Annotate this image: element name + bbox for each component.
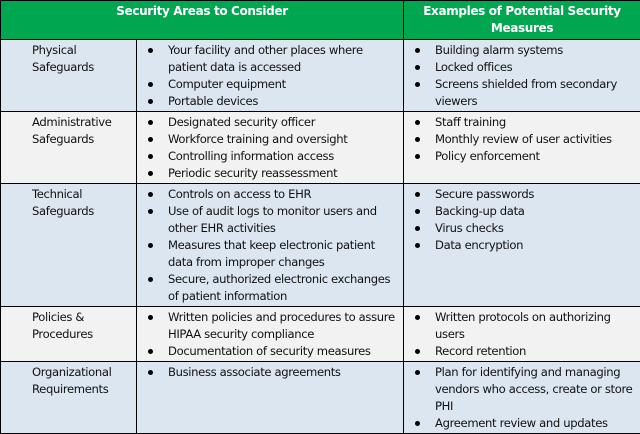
examples-cell — [404, 362, 640, 434]
list-item: Designated security officer — [137, 114, 403, 131]
list-item: Staff training — [404, 114, 640, 131]
table-row — [1, 112, 640, 184]
considerations-cell — [137, 184, 404, 307]
examples-cell — [404, 112, 640, 184]
list-item: Periodic security reassessment — [137, 165, 403, 182]
list-item: Controls on access to EHR — [137, 186, 403, 203]
header-row — [1, 1, 640, 40]
list-item: Computer equipment — [137, 76, 403, 93]
list-item: Data encryption — [404, 237, 640, 254]
security-area: Technical Safeguards — [1, 184, 137, 307]
list-item: Monthly review of user activities — [404, 131, 640, 148]
table-row — [1, 362, 640, 434]
list-item: Locked offices — [404, 59, 640, 76]
considerations-cell — [137, 40, 404, 112]
list-item: Your facility and other places where patient data is accessed — [137, 42, 403, 76]
list-item: Measures that keep electronic patient data from improper changes — [137, 237, 403, 271]
list-item: Secure, authorized electronic exchanges of patient information — [137, 271, 403, 305]
header-examples: Examples of Potential Security Measures — [404, 1, 640, 40]
security-area: Organizational Requirements — [1, 362, 137, 434]
security-area: Policies & Procedures — [1, 307, 137, 362]
considerations-cell — [137, 112, 404, 184]
table-row — [1, 184, 640, 307]
examples-cell — [404, 307, 640, 362]
list-item: Business associate agreements — [137, 364, 403, 381]
list-item: Agreement review and updates — [404, 415, 640, 432]
considerations-cell — [137, 307, 404, 362]
list-item: Written policies and procedures to assure HIPAA security compliance — [137, 309, 403, 343]
list-item: Documentation of security measures — [137, 343, 403, 360]
list-item: Screens shielded from secondary viewers — [404, 76, 640, 110]
list-item: Controlling information access — [137, 148, 403, 165]
header-security-areas: Security Areas to Consider — [1, 1, 404, 40]
list-item: Virus checks — [404, 220, 640, 237]
considerations-cell — [137, 362, 404, 434]
list-item: Record retention — [404, 343, 640, 360]
security-area: Administrative Safeguards — [1, 112, 137, 184]
list-item: Use of audit logs to monitor users and other EHR activities — [137, 203, 403, 237]
list-item: Workforce training and oversight — [137, 131, 403, 148]
table-row — [1, 40, 640, 112]
list-item: Plan for identifying and managing vendors who access, create or store PHI — [404, 364, 640, 415]
examples-cell — [404, 40, 640, 112]
list-item: Written protocols on authorizing users — [404, 309, 640, 343]
list-item: Portable devices — [137, 93, 403, 110]
security-area: Physical Safeguards — [1, 40, 137, 112]
list-item: Policy enforcement — [404, 148, 640, 165]
table-row — [1, 307, 640, 362]
list-item: Backing-up data — [404, 203, 640, 220]
list-item: Building alarm systems — [404, 42, 640, 59]
examples-cell — [404, 184, 640, 307]
list-item: Secure passwords — [404, 186, 640, 203]
